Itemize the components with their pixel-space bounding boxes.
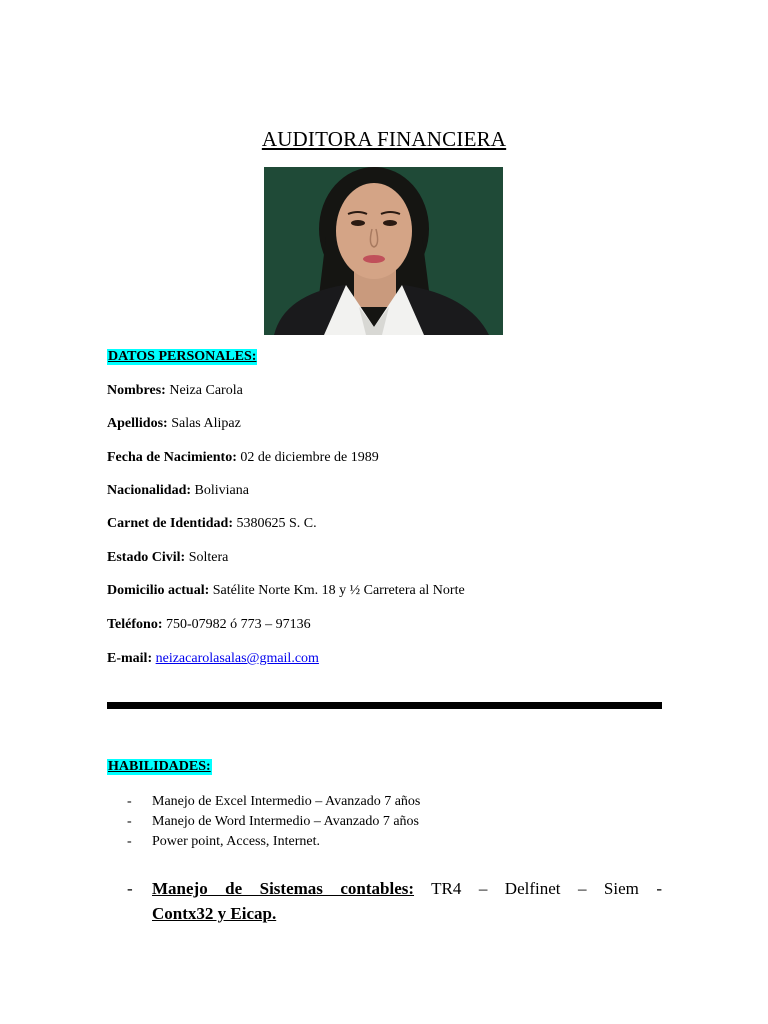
bullet-dash: - <box>127 834 132 849</box>
field-label: Nacionalidad: <box>107 483 192 498</box>
skill-text: Manejo de Excel Intermedio – Avanzado 7 años <box>152 794 421 809</box>
field-nombres <box>107 383 243 399</box>
personal-data-heading: DATOS PERSONALES: <box>108 349 257 364</box>
skill-text: Manejo de Word Intermedio – Avanzado 7 años <box>152 814 420 829</box>
field-label: E-mail: <box>107 651 153 666</box>
field-label: Carnet de Identidad: <box>107 516 234 531</box>
field-domicilio <box>107 583 465 599</box>
field-fecha-nacimiento <box>107 450 379 466</box>
field-label: Domicilio actual: <box>107 583 210 598</box>
field-email <box>107 651 319 667</box>
field-value: 02 de diciembre de 1989 <box>240 450 379 465</box>
skill-item <box>127 834 320 850</box>
accounting-systems-line2: Contx32 y Eicap. <box>152 904 277 923</box>
field-value: Soltera <box>188 550 229 565</box>
field-label: Nombres: <box>107 383 166 398</box>
section-divider <box>107 702 662 709</box>
email-link[interactable]: neizacarolasalas@gmail.com <box>155 651 319 666</box>
bullet-dash: - <box>127 814 132 829</box>
field-label: Teléfono: <box>107 617 163 632</box>
skills-heading: HABILIDADES: <box>108 759 211 774</box>
accounting-systems-label: Manejo de Sistemas contables: <box>152 879 415 898</box>
field-telefono <box>107 617 311 633</box>
skill-text: Power point, Access, Internet. <box>152 834 320 849</box>
document-title: AUDITORA FINANCIERA <box>261 127 507 151</box>
field-estado-civil <box>107 550 228 566</box>
skill-item <box>127 814 419 830</box>
field-nacionalidad <box>107 483 249 499</box>
field-value: 5380625 S. C. <box>236 516 317 531</box>
skill-item <box>127 794 420 810</box>
field-label: Estado Civil: <box>107 550 186 565</box>
field-value: Boliviana <box>194 483 249 498</box>
bullet-dash: - <box>127 879 133 898</box>
bullet-dash: - <box>127 794 132 809</box>
accounting-systems-item <box>127 876 662 926</box>
accounting-systems-line1 <box>152 876 662 901</box>
field-value: 750-07982 ó 773 – 97136 <box>165 617 311 632</box>
field-label: Apellidos: <box>107 416 168 431</box>
accounting-systems-value: TR4 – Delfinet – Siem - <box>414 879 662 898</box>
field-label: Fecha de Nacimiento: <box>107 450 237 465</box>
field-carnet <box>107 516 317 532</box>
profile-photo <box>264 167 503 335</box>
field-apellidos <box>107 416 241 432</box>
field-value: Salas Alipaz <box>171 416 241 431</box>
field-value: Neiza Carola <box>169 383 243 398</box>
field-value: Satélite Norte Km. 18 y ½ Carretera al Norte <box>212 583 465 598</box>
